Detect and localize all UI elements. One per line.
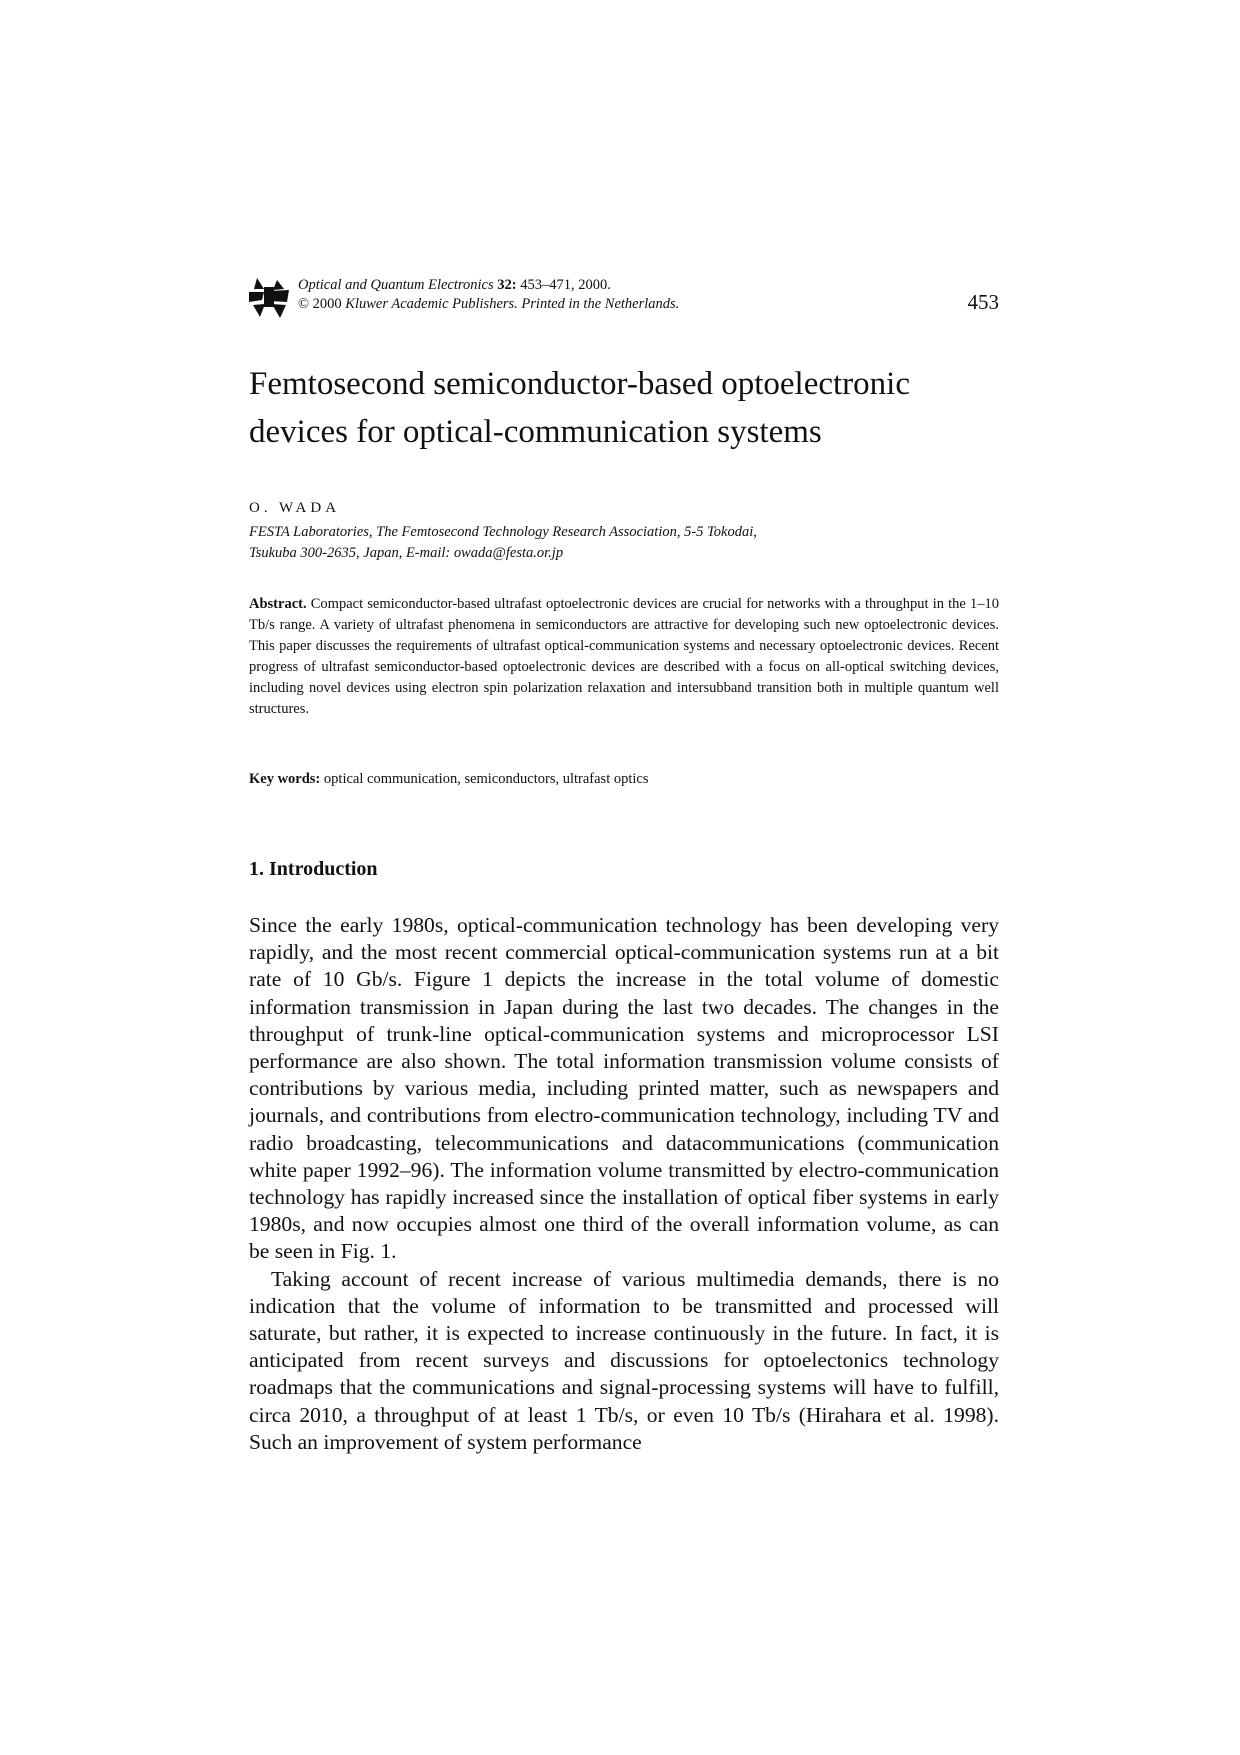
abstract-label: Abstract. (249, 596, 307, 612)
journal-pages-year: 453–471, 2000. (520, 277, 611, 293)
copyright-year: 2000 (312, 296, 342, 312)
journal-volume: 32: (497, 277, 517, 293)
copyright-symbol: © (298, 296, 310, 312)
journal-citation (298, 276, 611, 294)
title-line: Femtosecond semiconductor-based optoelectronic (249, 366, 910, 402)
page-number: 453 (967, 290, 999, 314)
affiliation-line: Tsukuba 300-2635, Japan, E-mail: owada@festa.or.jp (249, 545, 564, 561)
keywords-text: optical communication, semiconductors, ultrafast optics (323, 771, 649, 787)
copyright-line (298, 295, 679, 313)
abstract-text: Compact semiconductor-based ultrafast optoelectronic devices are crucial for networks with a throughput in the 1–10 Tb/s range. A variety of ultrafast phenomena in semiconductors are attractive for developing such new optoelectronic devices. This paper discusses the requirements of ultrafast optical-communication systems and necessary optoelectronic devices. Recent progress of ultrafast semiconductor-based optoelectronic devices are described with a focus on all-optical switching devices, including novel devices using electron spin polarization relaxation and intersubband transition both in multiple quantum well structures. (249, 596, 1000, 717)
paper-title (249, 360, 1009, 456)
journal-header (249, 276, 999, 318)
body-paragraph: Taking account of recent increase of various multimedia demands, there is no indication that the volume of information to be transmitted and processed will saturate, but rather, it is expected to increase continuously in the future. In fact, it is anticipated from recent surveys and discussions for optoelectonics technology roadmaps that the communications and signal-processing systems will have to fulfill, circa 2010, a throughput of at least 1 Tb/s, or even 10 Tb/s (Hirahara et al. 1998). Such an improvement of system performance (249, 1266, 999, 1454)
author-affiliation (249, 522, 757, 564)
body-paragraph: Since the early 1980s, optical-communication technology has been developing very rapidly, and the most recent commercial optical-communication systems run at a bit rate of 10 Gb/s. Figure 1 depicts the increase in the total volume of domestic information transmission in Japan during the last two decades. The changes in the throughput of trunk-line optical-communication systems and microprocessor LSI performance are also shown. The total information transmission volume consists of contributions by various media, including printed matter, such as newspapers and journals, and contributions from electro-communication technology, including TV and radio broadcasting, telecommunications and datacommunications (communication white paper 1992–96). The information volume transmitted by electro-communication technology has rapidly increased since the installation of optical fiber systems in early 1980s, and now occupies almost one third of the overall information volume, as can be seen in Fig. 1. (249, 913, 999, 1264)
keywords-label: Key words: (249, 771, 321, 787)
publisher-notice: Kluwer Academic Publishers. Printed in the Netherlands. (345, 296, 680, 312)
affiliation-line: FESTA Laboratories, The Femtosecond Technology Research Association, 5-5 Tokodai, (249, 524, 757, 540)
section-body (249, 912, 999, 1456)
publisher-logo-icon (249, 278, 289, 318)
section-heading: 1. Introduction (249, 858, 378, 880)
abstract (249, 594, 999, 720)
title-line: devices for optical-communication systems (249, 414, 822, 450)
keywords (249, 771, 648, 788)
journal-name: Optical and Quantum Electronics (298, 277, 494, 293)
author-name: O. WADA (249, 500, 341, 516)
